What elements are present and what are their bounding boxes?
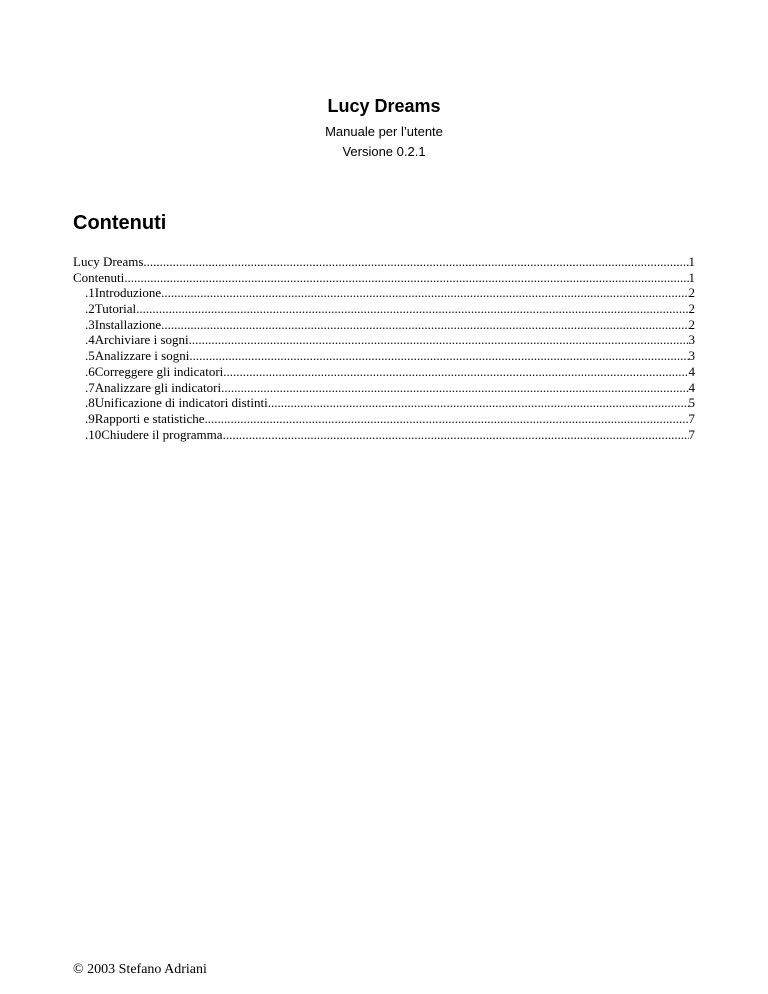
toc-entry-page: 4	[688, 363, 695, 379]
toc-entry-page: 2	[688, 316, 695, 332]
footer-copyright: © 2003 Stefano Adriani	[73, 962, 207, 977]
toc-entry-title: Installazione	[94, 316, 162, 332]
toc-entry-number: .1	[85, 285, 95, 301]
toc-entry-title: Archiviare i sogni	[94, 332, 189, 348]
toc-entry-label	[85, 411, 205, 427]
toc-entry-page: 5	[688, 395, 695, 411]
toc-entry-number: .8	[85, 395, 95, 411]
toc-entry-title: Correggere gli indicatori	[94, 363, 224, 379]
toc-entry-label	[85, 301, 136, 317]
toc-entry-label	[85, 317, 161, 333]
toc-entry-page: 7	[688, 410, 695, 426]
toc-entry-page: 2	[688, 301, 695, 317]
toc-entry-unificazione-di-indicatori-distinti[interactable]	[73, 395, 695, 411]
toc-entry-page: 3	[688, 348, 695, 364]
toc-entry-lucy-dreams[interactable]	[73, 254, 695, 270]
toc-dot-leader	[223, 427, 689, 443]
toc-entry-number: .3	[85, 316, 95, 332]
toc-entry-rapporti-e-statistiche[interactable]	[73, 411, 695, 427]
toc-entry-number: .2	[85, 301, 95, 317]
toc-entry-label: Contenuti	[73, 269, 125, 285]
toc-entry-title: Chiudere il programma	[101, 426, 223, 442]
toc-entry-number: .5	[85, 348, 95, 364]
toc-entry-title: Unificazione di indicatori distinti	[94, 395, 268, 411]
toc-entry-installazione[interactable]	[73, 317, 695, 333]
toc-entry-page: 1	[688, 269, 695, 285]
toc-dot-leader	[205, 411, 689, 427]
toc-dot-leader	[161, 285, 688, 301]
toc-entry-label	[85, 348, 189, 364]
toc-dot-leader	[268, 395, 689, 411]
toc-entry-label	[85, 395, 268, 411]
toc-entry-analizzare-gli-indicatori[interactable]	[73, 380, 695, 396]
toc-entry-page: 4	[688, 379, 695, 395]
toc-entry-title: Analizzare gli indicatori	[94, 379, 222, 395]
toc-entry-number: .6	[85, 363, 95, 379]
toc-entry-number: .9	[85, 410, 95, 426]
toc-entry-label: Lucy Dreams	[73, 254, 144, 269]
toc-entry-page: 3	[688, 332, 695, 348]
toc-entry-label	[85, 427, 223, 443]
toc-entry-chiudere-il-programma[interactable]	[73, 427, 695, 443]
toc-entry-label	[85, 332, 189, 348]
toc-entry-title: Introduzione	[94, 285, 162, 301]
toc-entry-page: 2	[688, 285, 695, 301]
toc-entry-page: 7	[688, 426, 695, 442]
toc-heading: Contenuti	[73, 212, 167, 234]
toc-entry-number: .10	[85, 426, 102, 442]
toc-entry-introduzione[interactable]	[73, 285, 695, 301]
toc-entry-contenuti[interactable]	[73, 270, 695, 286]
toc-dot-leader	[124, 270, 688, 286]
toc-entry-title: Tutorial	[94, 301, 137, 317]
toc-dot-leader	[221, 380, 688, 396]
toc-entry-tutorial[interactable]	[73, 301, 695, 317]
toc-entry-number: .4	[85, 332, 95, 348]
toc-entry-title: Analizzare i sogni	[94, 348, 190, 364]
toc-entry-title: Rapporti e statistiche	[94, 410, 205, 426]
toc-entry-page: 1	[688, 254, 695, 269]
table-of-contents	[73, 254, 695, 442]
toc-dot-leader	[223, 364, 688, 380]
toc-entry-correggere-gli-indicatori[interactable]	[73, 364, 695, 380]
toc-dot-leader	[143, 254, 688, 270]
toc-entry-label	[85, 285, 161, 301]
toc-dot-leader	[161, 317, 688, 333]
toc-entry-label	[85, 380, 221, 396]
document-version: Versione 0.2.1	[342, 144, 426, 159]
toc-entry-number: .7	[85, 379, 95, 395]
toc-entry-label	[85, 364, 223, 380]
document-title: Lucy Dreams	[327, 96, 441, 116]
title-block	[0, 94, 768, 162]
toc-entry-archiviare-i-sogni[interactable]	[73, 332, 695, 348]
toc-entry-analizzare-i-sogni[interactable]	[73, 348, 695, 364]
toc-dot-leader	[136, 301, 688, 317]
document-subtitle: Manuale per l’utente	[325, 124, 443, 139]
toc-dot-leader	[189, 332, 689, 348]
toc-dot-leader	[189, 348, 688, 364]
